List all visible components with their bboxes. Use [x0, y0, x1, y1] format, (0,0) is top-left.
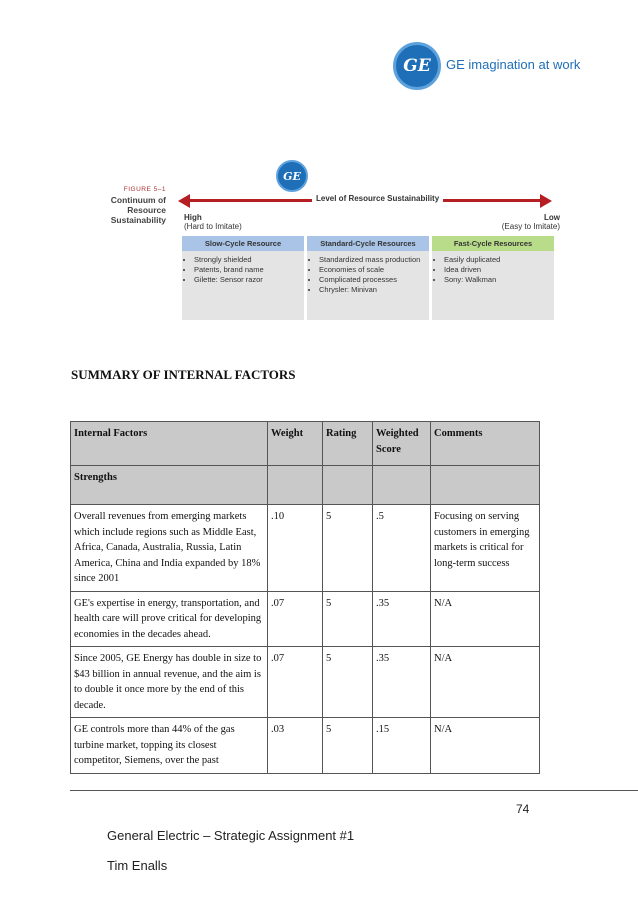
- column-item: • Economies of scale: [319, 265, 429, 275]
- comments-cell: Focusing on serving customers in emerging markets is critical for long-term success: [431, 505, 540, 592]
- figure-ge-icon: [276, 160, 308, 192]
- header-weighted-score: Weighted Score: [373, 422, 431, 466]
- column-item: • Gilette: Sensor razor: [194, 275, 304, 285]
- footer-author: Tim Enalls: [107, 858, 168, 873]
- score-cell: .35: [373, 591, 431, 647]
- empty-cell: [373, 466, 431, 505]
- high-label: [184, 213, 242, 231]
- section-label: Strengths: [71, 466, 268, 505]
- resource-sustainability-figure: [100, 160, 560, 325]
- arrow-right-icon: [540, 194, 552, 208]
- table-row: [71, 591, 540, 647]
- ge-logo-icon: [393, 42, 441, 90]
- comments-cell: N/A: [431, 718, 540, 774]
- column-item: • Chrysler: Minivan: [319, 285, 429, 295]
- rating-cell: 5: [323, 647, 373, 718]
- empty-cell: [323, 466, 373, 505]
- column-item: • Standardized mass production: [319, 255, 429, 265]
- figure-number: FIGURE 5–1: [123, 186, 166, 193]
- ge-logo-text: GE: [403, 56, 431, 76]
- fast-cycle-column: [432, 236, 554, 320]
- empty-cell: [268, 466, 323, 505]
- section-heading: SUMMARY OF INTERNAL FACTORS: [71, 367, 296, 382]
- header-rating: Rating: [323, 422, 373, 466]
- column-item: • Complicated processes: [319, 275, 429, 285]
- rating-cell: 5: [323, 591, 373, 647]
- header-weight: Weight: [268, 422, 323, 466]
- low-title: Low: [544, 213, 560, 222]
- slow-cycle-column: [182, 236, 304, 320]
- figure-caption: [100, 185, 166, 225]
- column-item: • Sony: Walkman: [444, 275, 554, 285]
- footer-title: General Electric – Strategic Assignment #1: [107, 828, 355, 843]
- score-cell: .35: [373, 647, 431, 718]
- score-cell: .5: [373, 505, 431, 592]
- column-item: • Idea driven: [444, 265, 554, 275]
- factor-cell: Overall revenues from emerging markets which include regions such as Middle East, Africa, Canada, Australia, Russia, Latin America, China and India expanded by 18% since 2001: [71, 505, 268, 592]
- figure-ge-text: GE: [283, 169, 301, 183]
- comments-cell: N/A: [431, 647, 540, 718]
- weight-cell: .10: [268, 505, 323, 592]
- figure-title-line: Resource: [127, 205, 166, 215]
- score-cell: .15: [373, 718, 431, 774]
- table-wrapper: [70, 421, 540, 791]
- standard-cycle-column: [307, 236, 429, 320]
- page-number: 74: [516, 802, 530, 816]
- ge-tagline: GE imagination at work: [446, 57, 581, 72]
- table-row: [71, 647, 540, 718]
- resource-columns: [182, 236, 554, 320]
- factor-cell: Since 2005, GE Energy has double in size to $43 billion in annual revenue, and the aim is to double it once more by the end of this decade.: [71, 647, 268, 718]
- figure-title-line: Continuum of: [110, 195, 166, 205]
- empty-cell: [431, 466, 540, 505]
- weight-cell: .07: [268, 591, 323, 647]
- rating-cell: 5: [323, 505, 373, 592]
- page-divider: [70, 790, 638, 791]
- high-title: High: [184, 213, 202, 222]
- table-header-row: [71, 422, 540, 466]
- column-title: Slow-Cycle Resource: [182, 236, 304, 251]
- column-title: Standard-Cycle Resources: [307, 236, 429, 251]
- high-sub: (Hard to Imitate): [184, 222, 242, 231]
- column-title: Fast-Cycle Resources: [432, 236, 554, 251]
- weight-cell: .03: [268, 718, 323, 774]
- column-item: • Patents, brand name: [194, 265, 304, 275]
- low-sub: (Easy to Imitate): [501, 222, 560, 231]
- comments-cell: N/A: [431, 591, 540, 647]
- column-item: • Easily duplicated: [444, 255, 554, 265]
- rating-cell: 5: [323, 718, 373, 774]
- factor-cell: GE's expertise in energy, transportation, and health care will prove critical for developing economies in the decades ahead.: [71, 591, 268, 647]
- header-comments: Comments: [431, 422, 540, 466]
- low-label: [502, 213, 560, 231]
- section-row: [71, 466, 540, 505]
- internal-factors-table: [70, 421, 540, 774]
- weight-cell: .07: [268, 647, 323, 718]
- column-item: • Strongly shielded: [194, 255, 304, 265]
- table-row: [71, 718, 540, 774]
- figure-title-line: Sustainability: [110, 215, 166, 225]
- arrow-label: Level of Resource Sustainability: [312, 194, 443, 203]
- factor-cell: GE controls more than 44% of the gas turbine market, topping its closest competitor, Siemens, over the past: [71, 718, 268, 774]
- header-internal-factors: Internal Factors: [71, 422, 268, 466]
- table-row: [71, 505, 540, 592]
